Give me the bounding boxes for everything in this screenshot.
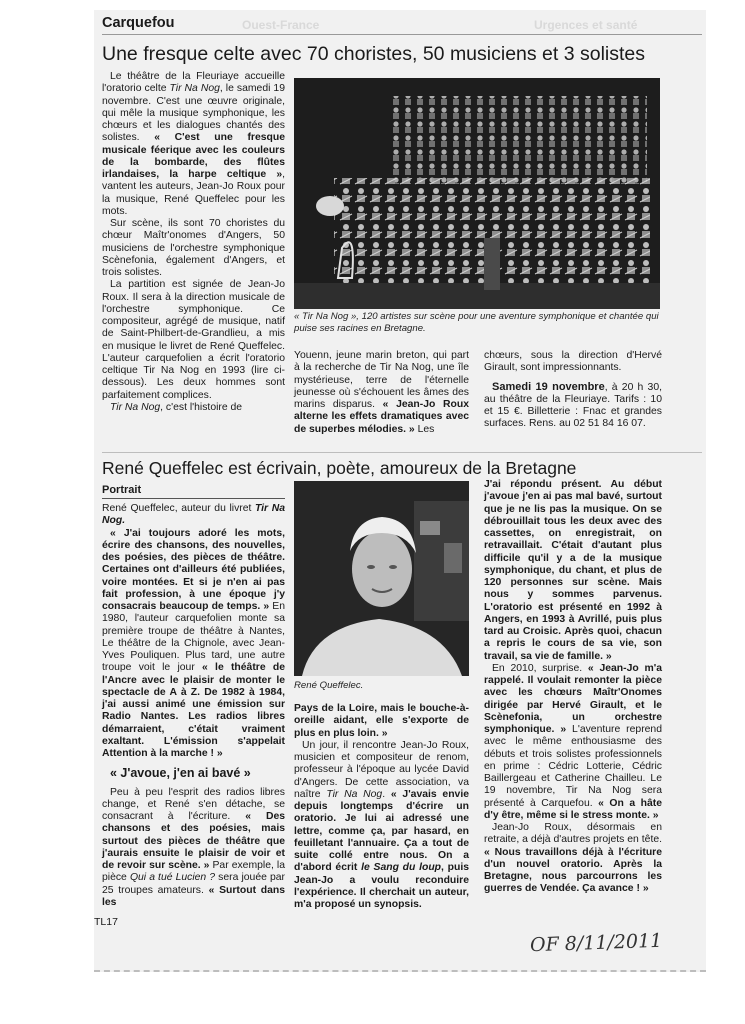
paragraph: Peu à peu l'esprit des radios libres change, et René s'en détache, se consacrant à l'écriture. « Des chansons et des poésies, mais surtout des pièces de théâtre que j'aurais ensuite le plaisir de voir et de revoir sur scène. » Par exemple, la pièce Qui a tué Lucien ? sera jouée par 25 troupes amateurs. « Surtout dans les [102,786,286,908]
portrait-illustration [294,481,469,676]
page-header [102,16,702,35]
article-divider [102,452,702,453]
concert-photo [294,78,660,309]
paragraph: La partition est signée de Jean-Jo Roux. Il sera à la direction musicale de l'orchestre symphonique. Ce compositeur, agrégé de musique, natif de Saint-Philbert-de-Grandlieu, a mis en musique le livret de René Queffelec. L'auteur carquefolien a écrit l'oratorio celtique Tir Na Nog en 1993 (lire ci-dessous). Les deux hommes sont parfaitement complices. [102,279,285,401]
paragraph: En 2010, surprise. « Jean-Jo m'a rappelé. Il voulait remonter la pièce avec les chœurs Maîtr'Onomes dirigée par Hervé Girault, et le Scènefonia, un orchestre symphonique. » L'aventure reprend avec le même enthousiasme des débuts et trois solistes professionnels en prime : Cédric Lotterie, Cédric Baillergeau et Catherine Chailleu. Le 19 novembre, Tir Na Nog sera présenté à Carquefou. « On a hâte d'y être, même si le stress monte. » [484,662,663,821]
article-headline: Une fresque celte avec 70 choristes, 50 musiciens et 3 solistes [102,43,646,65]
photo-caption: « Tir Na Nog », 120 artistes sur scène pour une aventure symphonique et chantée qui puise ses racines en Bretagne. [294,311,659,334]
article1-column-3 [484,350,662,431]
paragraph: Tir Na Nog, c'est l'histoire de [110,401,243,413]
handwritten-note: OF 8/11/2011 [529,929,663,957]
paragraph: Youenn, jeune marin breton, qui part à la recherche de Tir Na Nog, une île mystérieuse, terre de l'éternelle jeunesse où s'échouent les âmes des marins disparus. « Jean-Jo Roux alterne les effets dramatiques avec de superbes mélodies. » Les [294,350,469,435]
event-info: Samedi 19 novembre, à 20 h 30, au théâtre de la Fleuriaye. Tarifs : 10 et 15 €. Billetterie : Fnac et grandes surfaces. Rens. au 02 51 84 16 07. [484,380,662,430]
portrait-caption: René Queffelec. [294,680,364,691]
article2-column-1 [102,484,285,909]
article1-column-1 [102,71,285,414]
section-title: Carquefou [102,15,175,31]
kicker-portrait: Portrait [102,484,285,499]
article-headline: René Queffelec est écrivain, poète, amoureux de la Bretagne [102,458,577,478]
subheading: « J'avoue, j'en ai bavé » [110,766,251,781]
paragraph: chœurs, sous la direction d'Hervé Girault, sont impressionnants. [484,350,662,374]
orchestra-illustration [294,78,660,309]
article2-column-3 [484,479,662,896]
portrait-photo [294,481,469,676]
faded-rubric: Urgences et santé [534,18,638,32]
paragraph: Sur scène, ils sont 70 choristes du chœur Maîtr'onomes d'Angers, 50 musiciens de l'orchestre symphonique Scènefonia, également d'Angers, et trois solistes. [102,218,285,278]
paragraph: Le théâtre de la Fleuriaye accueille l'oratorio celte Tir Na Nog, le samedi 19 novembre. C'est une œuvre originale, qui mêle la musique symphonique, les chœurs et les dialogues chantés des solistes. « C'est une fresque musicale féerique avec les couleurs de la bombarde, des flûtes irlandaises, la harpe celtique », vantent les auteurs, Jean-Jo Roux pour la musique, René Queffelec pour les mots. [102,71,285,217]
intro: René Queffelec, auteur du livret Tir Na Nog. [102,503,285,527]
paragraph: Un jour, il rencontre Jean-Jo Roux, musicien et compositeur de renom, professeur à l'époque au lycée David d'Angers. De cette association, va naître Tir Na Nog. « J'avais envie depuis longtemps d'écrire un oratorio. Je lui ai adressé une lettre, comme ça, par hasard, en feuilletant l'annuaire. Ça a tout de suite collé entre nous. On a d'abord écrit le Sang du loup, puis Jean-Jo a voulu reconduire l'expérience. Il cherchait un auteur, m'a proposé un synopsis. [294,739,469,910]
paragraph: Jean-Jo Roux, désormais en retraite, a déjà d'autres projets en tête. « Nous travaillons déjà à l'écriture d'un nouvel oratorio. Après la Bretagne, nous parcourrons les guerres de Vendée. Ça avance ! » [484,822,662,895]
newspaper-clipping [94,10,706,972]
article2-column-2 [294,703,469,911]
article1-column-2 [294,350,469,436]
paragraph: « J'ai toujours adoré les mots, écrire des chansons, des nouvelles, des poésies, des pièces de théâtre. Certaines ont d'ailleurs été publiées, voire montées. Et si je n'en ai pas fait profession, à une époque j'y consacrais beaucoup de temps. » En 1980, l'auteur carquefolien monte sa première troupe de théâtre à Nantes, Le théâtre de la Chignole, avec Jean-Yves Pouliquen. Plus tard, une autre troupe voit le jour « le théâtre de l'Ancre avec le plaisir de monter le spectacle de A à Z. De 1982 à 1984, j'ai aussi animé une émission sur Radio Nantes. Les radios libres démarraient, c'était vraiment exaltant. L'émission s'appelait Attention à la marche ! » [102,527,285,759]
paragraph: Pays de la Loire, mais le bouche-à-oreille aidant, elle s'exporte de plus en plus loin. » [294,703,469,739]
faded-masthead: Ouest-France [242,18,320,32]
paragraph: J'ai répondu présent. Au début j'avoue j'en ai pas mal bavé, surtout que je ne lis pas la musique. On se débrouillait tous les deux avec des cassettes, on enregistrait, on retravaillait. C'était d'autant plus difficile qu'il y a de la musique symphonique, du chant, et plus de 120 personnes sur scène. Mais nous y sommes parvenus. L'oratorio est présenté en 1992 à Angers, en 1993 à Avrillé, puis plus tard au Croisic. Après quoi, chacun a repris le cours de sa vie, son travail, sa vie de famille. » [484,479,662,662]
page-code: TL17 [94,916,118,928]
